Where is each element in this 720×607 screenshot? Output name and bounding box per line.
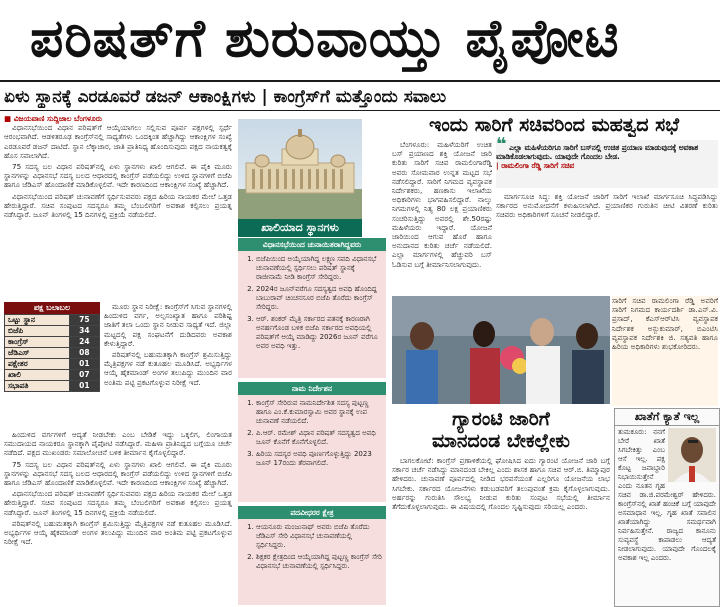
article-paragraph: ಮಾರ್ಗಸೂಚಿ ಸಿದ್ಧ: ಶಕ್ತಿ ಯೋಜನೆ ಜಾರಿಗೆ ಸಾರಿಗೆ ಇಲಾಖೆ ಮಾರ್ಗಸೂಚಿ ಸಿದ್ಧಪಡಿಸಿದ್ದು ಸರ್ಕಾರದ ಅನುಮೋದನೆಗೆ ಕಳುಹಿಸಲಾಗಿದೆ. ಪ್ರಯಾಣಿಕರ ಗುರುತಿನ ಚೀಟಿ ವಿತರಣೆ ಕುರಿತು ಸಚಿವರು ಅಧಿಕಾರಿಗಳಿಗೆ ಸೂಚನೆ ನೀಡಲಿದ್ದಾರೆ. bbox=[496, 192, 718, 220]
article-paragraph: ವಿಧಾನಸಭೆಯಿಂದ ಪರಿಷತ್ ಚುನಾವಣೆಗೆ ಸ್ಪರ್ಧಿಸುವವರು ಪಕ್ಷದ ಹಿರಿಯ ನಾಯಕರ ಮೇಲೆ ಒತ್ತಡ ಹೇರುತ್ತಿದ್ದಾರೆ. ಸಚಿವ ಸಂಪುಟದ ಸದಸ್ಯರೂ ತಮ್ಮ ಬೆಂಬಲಿಗರಿಗೆ ಅವಕಾಶ ಕಲ್ಪಿಸಲು ಪ್ರಯತ್ನ ನಡೆಸಿದ್ದಾರೆ. ಜೂನ್ ತಿಂಗಳಲ್ಲಿ 15 ದಿನಗಳಲ್ಲಿ ಪ್ರಕ್ರಿಯೆ ನಡೆಯಲಿದೆ. bbox=[4, 489, 232, 517]
table-row bbox=[5, 326, 100, 337]
table-row bbox=[5, 381, 100, 392]
article-paragraph: ಬೆಂಗಳೂರು: ಮಹಿಳೆಯರಿಗೆ ಉಚಿತ ಬಸ್‌ ಪ್ರಯಾಣದ ಶಕ್ತಿ ಯೋಜನೆ ಜಾರಿ ಕುರಿತು ಸಾರಿಗೆ ಸಚಿವ ರಾಮಲಿಂಗಾರೆಡ್ಡಿ ಅವರು ಸೋಮವಾರ ಉನ್ನತ ಮಟ್ಟದ ಸಭೆ ನಡೆಸಲಿದ್ದಾರೆ. ಸಾರಿಗೆ ನಿಗಮದ ವ್ಯವಸ್ಥಾಪಕ ನಿರ್ದೇಶಕರು, ಹಣಕಾಸು ಇಲಾಖೆಯ ಅಧಿಕಾರಿಗಳು ಭಾಗವಹಿಸಲಿದ್ದಾರೆ. ನಾಲ್ಕು ನಿಗಮಗಳಲ್ಲಿ ನಿತ್ಯ 80 ಲಕ್ಷ ಪ್ರಯಾಣಿಕರು ಸಂಚರಿಸುತ್ತಿದ್ದು ಅವರಲ್ಲಿ ಶೇ.50ರಷ್ಟು ಮಹಿಳೆಯರು ಇದ್ದಾರೆ. ಯೋಜನೆ ಜಾರಿಯಿಂದ ಆಗುವ ಹೊರೆ ಹಾಗೂ ಅನುದಾನದ ಕುರಿತು ಚರ್ಚೆ ನಡೆಯಲಿದೆ. ಎಲ್ಲಾ ಮಾರ್ಗಗಳಲ್ಲಿ ಹೆಚ್ಚುವರಿ ಬಸ್ ಓಡಿಸುವ ಬಗ್ಗೆ ತೀರ್ಮಾನಿಸಲಾಗುವುದು. bbox=[392, 140, 492, 269]
meeting-article-cont bbox=[496, 192, 718, 292]
party-table-body bbox=[4, 314, 100, 392]
nominated-header: ನಾಮ ನಿರ್ದೇಶನ bbox=[238, 382, 386, 395]
khate-box bbox=[614, 408, 720, 607]
photo-caption bbox=[612, 296, 718, 406]
list-item: 2. 2024ರ ಜೂನ್‌ವರೆಗೂ ಸದಸ್ಯತ್ವದ ಅವಧಿ ಹೊಂದಿದ್ದ ಬಾಬುರಾವ್ ಚಿಂಚನಸೂರ ಬಿಜೆಪಿ ತೊರೆದು ಕಾಂಗ್ರೆಸ್ ಸೇರಿದ್ದರು. bbox=[256, 285, 382, 312]
headline: ಪರಿಷತ್‌ಗೆ ಶುರುವಾಯ್ತು ಪೈಪೋಟಿ bbox=[30, 8, 620, 69]
party-name: ಜೆಡಿಎಸ್ bbox=[5, 348, 70, 359]
quote-text: ಎಲ್ಲಾ ಮಹಿಳೆಯರಿಗೂ ಸಾರಿಗೆ ಬಸ್‌ನಲ್ಲಿ ಉಚಿತ ಪ್ರಯಾಣ ಮಾಡುವುದಕ್ಕೆ ಅವಕಾಶ ಮಾಡಿಕೊಡಲಾಗುವುದು. ಯಾವುದೇ ಗೊಂದಲ ಬೇಡ. bbox=[496, 143, 699, 162]
list-item: 1. ಕಾಂಗ್ರೆಸ್ ಸೇರಿರುವ ನಾಮನಿರ್ದೇಶಿತ ಸದಸ್ಯ ಪುಟ್ಟಣ್ಣ ಹಾಗೂ ಎಂ.ಕೆ.ಕುಮಾರಸ್ವಾಮಿ ಅವರ ಸ್ಥಾನಕ್ಕೆ ಉಪ ಚುನಾವಣೆ ನಡೆಯಲಿದೆ. bbox=[256, 399, 382, 426]
party-name: ಕಾಂಗ್ರೆಸ್ bbox=[5, 337, 70, 348]
party-count: 34 bbox=[69, 326, 99, 337]
vacancies-box bbox=[238, 238, 386, 378]
party-name: ಬಿಜೆಪಿ bbox=[5, 326, 70, 337]
meeting-photo-illustration bbox=[392, 296, 610, 404]
party-count: 08 bbox=[69, 348, 99, 359]
portrait-illustration bbox=[668, 428, 716, 482]
headline-banner bbox=[0, 2, 720, 76]
article-paragraph: ಪರಿಷತ್‌ನಲ್ಲಿ ಬಹುಮತಕ್ಕಾಗಿ ಕಾಂಗ್ರೆಸ್ ಶ್ರಮಿಸುತ್ತಿದ್ದು ಮೈತ್ರಿಪಕ್ಷಗಳ ನಡೆ ಕುತೂಹಲ ಮೂಡಿಸಿದೆ. ಅಭ್ಯರ್ಥಿಗಳ ಆಯ್ಕೆ ಹೈಕಮಾಂಡ್ ಅಂಗಳ ತಲುಪಿದ್ದು ಮುಂದಿನ ವಾರ ಅಂತಿಮ ಪಟ್ಟಿ ಪ್ರಕಟಗೊಳ್ಳುವ ನಿರೀಕ್ಷೆ ಇದೆ. bbox=[104, 350, 232, 387]
article-paragraph: ಮೂರು ಸ್ಥಾನ ನಿರೀಕ್ಷೆ: ಕಾಂಗ್ರೆಸ್‌ಗೆ ಸಿಗುವ ಸ್ಥಾನಗಳಲ್ಲಿ ಹಿಂದುಳಿದ ವರ್ಗ, ಅಲ್ಪಸಂಖ್ಯಾತ ಹಾಗೂ ಪರಿಶಿಷ್ಟ ಜಾತಿಗೆ ತಲಾ ಒಂದು ಸ್ಥಾನ ನೀಡುವ ಸಾಧ್ಯತೆ ಇದೆ. ಜಿಲ್ಲಾ ಮಟ್ಟದಲ್ಲಿ ಪಕ್ಷ ಸಂಘಟನೆಗೆ ದುಡಿದವರು ಅವಕಾಶ ಕೇಳುತ್ತಿದ್ದಾರೆ. bbox=[104, 302, 232, 348]
subheadline: ಏಳು ಸ್ಥಾನಕ್ಕೆ ಎರಡೂವರೆ ಡಜನ್ ಆಕಾಂಕ್ಷಿಗಳು | ಕಾಂಗ್ರೆಸ್‌ಗೆ ಮತ್ತೊಂದು ಸವಾಲು bbox=[4, 87, 447, 107]
party-name: ಪಕ್ಷೇತರ bbox=[5, 359, 70, 370]
list-item: 1. ಬಿಜೆಪಿಯಿಂದ ಅಯ್ಕೆಯಾಗಿದ್ದ ಲಕ್ಷ್ಮಣ ಸವದಿ ವಿಧಾನಸಭೆ ಚುನಾವಣೆಯಲ್ಲಿ ಸ್ಪರ್ಧಿಸಲು ಪರಿಷತ್ ಸ್ಥಾನಕ್ಕೆ ರಾಜೀನಾಮೆ ನೀಡಿ ಕಾಂಗ್ರೆಸ್ ಸೇರಿದ್ದರು. bbox=[256, 255, 382, 282]
vacancies-header: ಖಾಲಿಯಾದ ಸ್ಥಾನಗಳು bbox=[238, 219, 362, 237]
guarantee-article bbox=[392, 456, 610, 605]
caption-text: ಸಾರಿಗೆ ಸಚಿವ ರಾಮಲಿಂಗಾ ರೆಡ್ಡಿ ಅವರಿಗೆ ಸಾರಿಗೆ ನಿಗಮದ ಕಾರ್ಯದರ್ಶಿ ಡಾ.ಎನ್.ವಿ. ಪ್ರಸಾದ್, ಕೆಎಸ್‌ಆರ್‌ಟಿಸಿ ವ್ಯವಸ್ಥಾಪಕ ನಿರ್ದೇಶಕ ಅನ್ಬುಕುಮಾರ್, ಬಿಎಂಟಿಸಿ ವ್ಯವಸ್ಥಾಪಕ ನಿರ್ದೇಶಕಿ ಜಿ. ಸತ್ಯವತಿ ಹಾಗೂ ಹಿರಿಯ ಅಧಿಕಾರಿಗಳು ಶುಭಕೋರಿದರು. bbox=[612, 296, 718, 352]
guarantee-heading-line2: ಮಾನದಂಡ ಬೇಕಲ್ಲೇಕು bbox=[432, 430, 570, 452]
meeting-photo bbox=[392, 296, 610, 404]
party-strength-table bbox=[4, 302, 100, 392]
article-paragraph: 75 ಸದಸ್ಯ ಬಲ ವಿಧಾನ ಪರಿಷತ್‌ನಲ್ಲಿ ಏಳು ಸ್ಥಾನಗಳು ಖಾಲಿ ಆಗಲಿವೆ. ಈ ಪೈಕಿ ಮೂರು ಸ್ಥಾನಗಳನ್ನು ವಿಧಾನಸಭೆ ಸದಸ್ಯ ಬಲದ ಆಧಾರದಲ್ಲಿ ಕಾಂಗ್ರೆಸ್ ಪಡೆಯಲಿದ್ದು ಉಳಿದ ಸ್ಥಾನಗಳಿಗೆ ಬಿಜೆಪಿ ಹಾಗೂ ಜೆಡಿಎಸ್ ಹೊಂದಾಣಿಕೆ ಮಾಡಿಕೊಳ್ಳಲಿವೆ. ಇದೇ ಕಾರಣದಿಂದ ಆಕಾಂಕ್ಷಿಗಳ ಸಂಖ್ಯೆ ಹೆಚ್ಚಾಗಿದೆ. bbox=[4, 459, 232, 488]
left-article-bottom bbox=[4, 430, 232, 605]
left-article bbox=[4, 114, 232, 300]
party-count: 01 bbox=[69, 381, 99, 392]
party-count: 07 bbox=[69, 370, 99, 381]
article-paragraph: ಹಿಂದುಳಿದ ವರ್ಗಗಳಿಗೆ ಆದ್ಯತೆ ನೀಡಬೇಕು ಎಂಬ ಬೇಡಿಕೆ ಇದ್ದು ಒಕ್ಕಲಿಗ, ಲಿಂಗಾಯತ ಸಮುದಾಯದ ನಾಯಕರೂ ಸ್ಥಾನಕ್ಕಾಗಿ ಪೈಪೋಟಿ ನಡೆಸಿದ್ದಾರೆ. ಮಹಿಳಾ ಪ್ರಾತಿನಿಧ್ಯದ ಬಗ್ಗೆಯೂ ಚರ್ಚೆ ನಡೆದಿದೆ. ಪಕ್ಷದ ಮುಖಂಡರು ಸಮಾಲೋಚನೆ ಬಳಿಕ ತೀರ್ಮಾನ ಕೈಗೊಳ್ಳಲಿದ್ದಾರೆ. bbox=[4, 430, 232, 458]
article-paragraph: ಬಾಗಲಕೋಟೆ: ಕಾಂಗ್ರೆಸ್ ಪ್ರಣಾಳಿಕೆಯಲ್ಲಿ ಘೋಷಿಸಿದ ಐದು ಗ್ಯಾರಂಟಿ ಯೋಜನೆ ಜಾರಿ ಬಗ್ಗೆ ಸರ್ಕಾರ ಚರ್ಚೆ ನಡೆಸಿದ್ದು ಮಾನದಂಡ ಬೇಕಿಲ್ಲ ಎಂದು ಶಾಸಕ ಹಾಗೂ ಸಚಿವ ಆರ್.ಬಿ. ತಿಮ್ಮಾಪುರ ಹೇಳಿದರು. ಚುನಾವಣೆ ಪೂರ್ವದಲ್ಲಿ ನೀಡಿದ ಭರವಸೆಯಂತೆ ಎಲ್ಲರಿಗೂ ಯೋಜನೆಯ ಲಾಭ ಸಿಗಬೇಕು. ಸರ್ಕಾರದ ಯೋಜನೆಗಳು ಕಡುಬಡವರಿಗೆ ತಲುಪುವಂತೆ ಕ್ರಮ ಕೈಗೊಳ್ಳಲಾಗುವುದು. ಅರ್ಹರನ್ನು ಗುರುತಿಸಿ ಸೌಲಭ್ಯ ನೀಡುವ ಕುರಿತು ಸಂಪುಟ ಸಭೆಯಲ್ಲಿ ತೀರ್ಮಾನ ತೆಗೆದುಕೊಳ್ಳಲಾಗುವುದು. ಈ ವಿಷಯದಲ್ಲಿ ಗೊಂದಲ ಸೃಷ್ಟಿಸುವುದು ಸರಿಯಲ್ಲ ಎಂದರು. bbox=[392, 456, 610, 512]
vidhana-soudha-image bbox=[238, 119, 362, 219]
divider bbox=[0, 80, 720, 82]
divider bbox=[0, 110, 720, 111]
minister-quote bbox=[496, 134, 718, 188]
khate-heading: ಖಾತೆಗೆ ಕ್ಯಾತೆ ಇಲ್ಲ bbox=[615, 409, 719, 426]
list-item: 3. ಹಿರಿಯ ಸದಸ್ಯರ ಅವಧಿ ಪೂರ್ಣಗೊಳ್ಳುತ್ತಿದ್ದು 2023 ಜೂನ್ 17ರಂದು ತೆರವಾಗಲಿದೆ. bbox=[256, 450, 382, 468]
khate-text: ತುಮಕೂರು: ನನಗೆ ಬೇರೆ ಖಾತೆ ಸಿಗಬೇಕಿತ್ತು ಎಂಬ ಆಸೆ ಇಲ್ಲ. ಪಕ್ಷ ಕೊಟ್ಟ ಜವಾಬ್ದಾರಿ ನಿಭಾಯಿಸುತ್ತೇನೆ ಎಂದು ನೂತನ ಗೃಹ ಸಚಿವ ಡಾ.ಜಿ.ಪರಮೇಶ್ವರ್ ಹೇಳಿದರು. ಕಾಂಗ್ರೆಸ್‌ನಲ್ಲಿ ಖಾತೆ ಹಂಚಿಕೆ ಬಗ್ಗೆ ಯಾವುದೇ ಅಸಮಾಧಾನ ಇಲ್ಲ. ಗೃಹ ಖಾತೆ ಸವಾಲಿನ ಖಾತೆಯಾಗಿದ್ದು ಸಮರ್ಥವಾಗಿ ನಿರ್ವಹಿಸುತ್ತೇನೆ. ರಾಜ್ಯದ ಕಾನೂನು ಸುವ್ಯವಸ್ಥೆ ಕಾಪಾಡಲು ಆದ್ಯತೆ ನೀಡಲಾಗುವುದು. ಯಾವುದೇ ಗೊಂದಲಕ್ಕೆ ಅವಕಾಶ ಇಲ್ಲ ಎಂದರು. bbox=[618, 428, 716, 562]
quote-author: | ರಾಮಲಿಂಗಾ ರೆಡ್ಡಿ ಸಾರಿಗೆ ಸಚಿವ bbox=[496, 161, 575, 171]
article-paragraph: ಪರಿಷತ್‌ನಲ್ಲಿ ಬಹುಮತಕ್ಕಾಗಿ ಕಾಂಗ್ರೆಸ್ ಶ್ರಮಿಸುತ್ತಿದ್ದು ಮೈತ್ರಿಪಕ್ಷಗಳ ನಡೆ ಕುತೂಹಲ ಮೂಡಿಸಿದೆ. ಅಭ್ಯರ್ಥಿಗಳ ಆಯ್ಕೆ ಹೈಕಮಾಂಡ್ ಅಂಗಳ ತಲುಪಿದ್ದು ಮುಂದಿನ ವಾರ ಅಂತಿಮ ಪಟ್ಟಿ ಪ್ರಕಟಗೊಳ್ಳುವ ನಿರೀಕ್ಷೆ ಇದೆ. bbox=[4, 518, 232, 547]
vacancies-subheader: ವಿಧಾನಸಭೆಯಿಂದ ಚುನಾಯಿತರಾಗಿದ್ದವರು bbox=[238, 238, 386, 251]
table-row bbox=[5, 315, 100, 326]
party-count: 75 bbox=[69, 315, 99, 326]
article-paragraph: 75 ಸದಸ್ಯ ಬಲ ವಿಧಾನ ಪರಿಷತ್‌ನಲ್ಲಿ ಏಳು ಸ್ಥಾನಗಳು ಖಾಲಿ ಆಗಲಿವೆ. ಈ ಪೈಕಿ ಮೂರು ಸ್ಥಾನಗಳನ್ನು ವಿಧಾನಸಭೆ ಸದಸ್ಯ ಬಲದ ಆಧಾರದಲ್ಲಿ ಕಾಂಗ್ರೆಸ್ ಪಡೆಯಲಿದ್ದು ಉಳಿದ ಸ್ಥಾನಗಳಿಗೆ ಬಿಜೆಪಿ ಹಾಗೂ ಜೆಡಿಎಸ್ ಹೊಂದಾಣಿಕೆ ಮಾಡಿಕೊಳ್ಳಲಿವೆ. ಇದೇ ಕಾರಣದಿಂದ ಆಕಾಂಕ್ಷಿಗಳ ಸಂಖ್ಯೆ ಹೆಚ್ಚಾಗಿದೆ. bbox=[4, 162, 232, 190]
table-row bbox=[5, 359, 100, 370]
table-row bbox=[5, 337, 100, 348]
article-paragraph: ವಿಧಾನಸಭೆಯಿಂದ ಪರಿಷತ್ ಚುನಾವಣೆಗೆ ಸ್ಪರ್ಧಿಸುವವರು ಪಕ್ಷದ ಹಿರಿಯ ನಾಯಕರ ಮೇಲೆ ಒತ್ತಡ ಹೇರುತ್ತಿದ್ದಾರೆ. ಸಚಿವ ಸಂಪುಟದ ಸದಸ್ಯರೂ ತಮ್ಮ ಬೆಂಬಲಿಗರಿಗೆ ಅವಕಾಶ ಕಲ್ಪಿಸಲು ಪ್ರಯತ್ನ ನಡೆಸಿದ್ದಾರೆ. ಜೂನ್ ತಿಂಗಳಲ್ಲಿ 15 ದಿನಗಳಲ್ಲಿ ಪ್ರಕ್ರಿಯೆ ನಡೆಯಲಿದೆ. bbox=[4, 191, 232, 220]
article-paragraph: ವಿಧಾನಸಭೆಯಿಂದ ವಿಧಾನ ಪರಿಷತ್‌ಗೆ ಆಯ್ಕೆಯಾಗಲು ಸಲ್ಲಿಸುವ ಪೂರ್ವ ಪಕ್ಷಗಳಲ್ಲಿ ಸ್ಪರ್ಧೆ ಆರಂಭವಾಗಿದೆ. ಆಡಳಿತರೂಢ ಕಾಂಗ್ರೆಸ್‌ನಲ್ಲಿ ಸಾಧ್ಯತೆಗಳು ಒಂದಕ್ಕಿಂತ ಹೆಚ್ಚಾಗಿದ್ದು ಆಕಾಂಕ್ಷಿಗಳ ಸಂಖ್ಯೆ ಎರಡೂವರೆ ಡಜನ್ ದಾಟಿದೆ. ಸ್ಥಾನ ಲೆಕ್ಕಾಚಾರ, ಜಾತಿ ಪ್ರಾತಿನಿಧ್ಯ ಹೊಂದಿಸುವುದು ಪಕ್ಷದ ನಾಯಕತ್ವಕ್ಕೆ ಹೊಸ ಸವಾಲಾಗಿದೆ. bbox=[4, 123, 232, 160]
guarantee-heading bbox=[392, 408, 610, 452]
graduates-box bbox=[238, 506, 386, 605]
meeting-article bbox=[392, 140, 492, 292]
table-row bbox=[5, 370, 100, 381]
minister-portrait bbox=[668, 428, 716, 482]
table-row bbox=[5, 348, 100, 359]
party-count: 24 bbox=[69, 337, 99, 348]
guarantee-heading-line1: ಗ್ಯಾರಂಟಿ ಜಾರಿಗೆ bbox=[452, 408, 550, 430]
list-item: 3. ಆರ್. ಶಂಕರ್ ಮೈತ್ರಿ ಸರ್ಕಾರದ ಪತನಕ್ಕೆ ಕಾರಣರಾಗಿ ಅನರ್ಹಗೊಂಡ ಬಳಿಕ ಬಿಜೆಪಿ ಸರ್ಕಾರದ ಅವಧಿಯಲ್ಲಿ ಪರಿಷತ್‌ಗೆ ಆಯ್ಕೆ ಮಾಡಿದ್ದು 2026ರ ಜೂನ್ ವರೆಗೂ ಅವರ ಅವಧಿ ಇತ್ತು. bbox=[256, 315, 382, 351]
party-name: ಸಭಾಪತಿ bbox=[5, 381, 70, 392]
list-item: 2. ಪಿ.ಆರ್. ರಮೇಶ್ ವಿಧಾನ ಪರಿಷತ್ ಸದಸ್ಯತ್ವದ ಅವಧಿ ಜೂನ್ ಕೊನೆಗೆ ಕೊನೆಗೊಳ್ಳಲಿದೆ. bbox=[256, 429, 382, 447]
party-name: ಒಟ್ಟು ಸ್ಥಾನ bbox=[5, 315, 70, 326]
list-item: 1. ಆಯನೂರು ಮಂಜುನಾಥ್ ಅವರು ಬಿಜೆಪಿ ತೊರೆದು ಜೆಡಿಎಸ್ ಸೇರಿ ವಿಧಾನಸಭೆ ಚುನಾವಣೆಯಲ್ಲಿ ಸ್ಪರ್ಧಿಸಿದ್ದರು. bbox=[256, 523, 382, 550]
byline: ■ ವಿಜಯವಾಣಿ ಸುದ್ದಿಜಾಲ ಬೆಂಗಳೂರು bbox=[4, 114, 103, 123]
party-count: 01 bbox=[69, 359, 99, 370]
table-title: ಪಕ್ಷ ಬಲಾಬಲ bbox=[4, 302, 100, 314]
left-article-cont bbox=[104, 302, 232, 428]
graduates-header: ಪದವೀಧರರ ಕ್ಷೇತ್ರ bbox=[238, 506, 386, 519]
quote-mark-icon: ❝ bbox=[496, 134, 507, 155]
building-illustration bbox=[238, 119, 362, 219]
party-name: ಖಾಲಿ bbox=[5, 370, 70, 381]
khate-text-wrap bbox=[615, 426, 719, 606]
nominated-box bbox=[238, 382, 386, 502]
list-item: 2. ಶಿಕ್ಷಕರ ಕ್ಷೇತ್ರದಿಂದ ಆಯ್ಕೆಯಾಗಿದ್ದ ಪುಟ್ಟಣ್ಣ ಕಾಂಗ್ರೆಸ್ ಸೇರಿ ವಿಧಾನಸಭೆ ಚುನಾವಣೆಯಲ್ಲಿ ಸ್ಪರ್ಧಿಸಿದ್ದರು. bbox=[256, 553, 382, 571]
meeting-heading: ಇಂದು ಸಾರಿಗೆ ಸಚಿವರಿಂದ ಮಹತ್ವದ ಸಭೆ bbox=[429, 114, 679, 136]
